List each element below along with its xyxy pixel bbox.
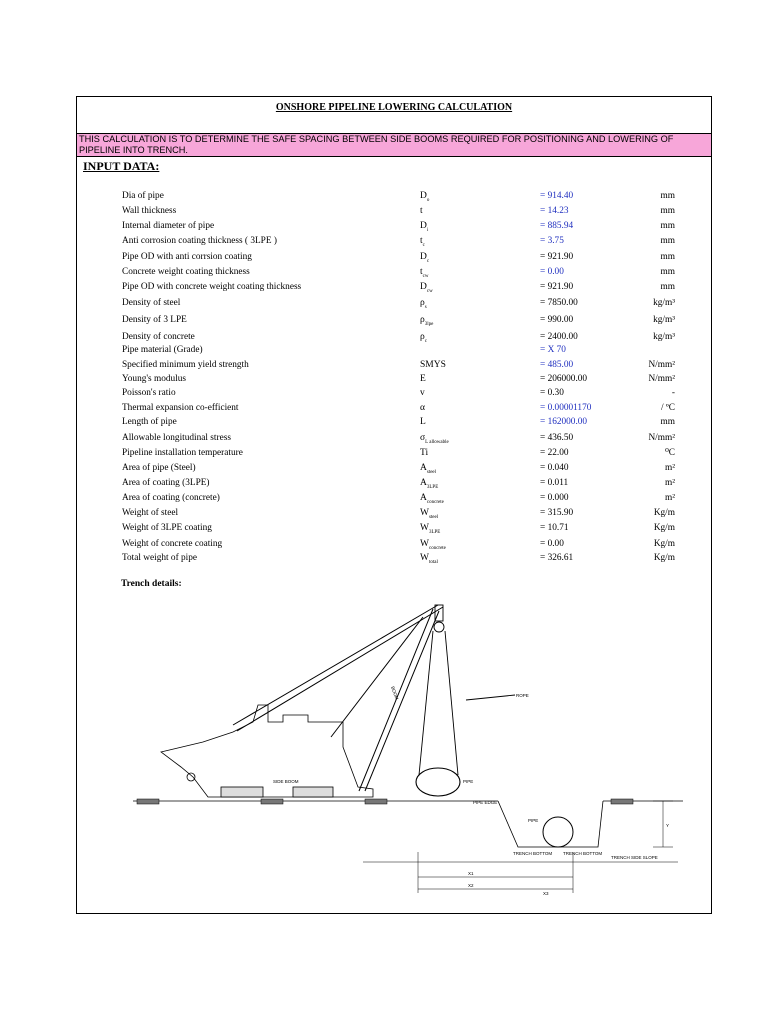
- input-unit: m²: [664, 478, 675, 488]
- input-unit: m²: [664, 463, 675, 473]
- input-data-heading: INPUT DATA:: [83, 159, 160, 173]
- input-value: = 485.00: [540, 360, 574, 370]
- dim-label-x3: X3: [543, 891, 549, 896]
- input-value: = 0.30: [540, 388, 564, 398]
- hook-and-rope: [419, 605, 515, 775]
- input-label: Dia of pipe: [122, 191, 164, 201]
- input-unit: Kg/m: [653, 553, 675, 563]
- symbol-subscript: total: [428, 559, 438, 565]
- input-label: Thermal expansion co-efficient: [122, 403, 239, 413]
- input-unit: mm: [660, 252, 675, 262]
- input-label: Density of steel: [122, 298, 181, 308]
- input-row: [77, 551, 711, 565]
- symbol-main: D: [420, 221, 427, 231]
- input-unit: mm: [660, 206, 675, 216]
- symbol-subscript: 3LPE: [428, 529, 441, 535]
- input-row: [77, 431, 711, 445]
- input-label: Poisson's ratio: [122, 388, 176, 398]
- dim-label-x2: X2: [468, 883, 474, 888]
- diagram-label-trench-bottom-left: TRENCH BOTTOM: [513, 851, 553, 856]
- diagram-label-trench-side-slope: TRENCH SIDE SLOPE: [611, 855, 658, 860]
- input-row: [77, 372, 711, 386]
- input-label: Density of 3 LPE: [122, 315, 187, 325]
- input-row: [77, 313, 711, 327]
- diagram-label-trench-bottom-right: TRENCH BOTTOM: [563, 851, 603, 856]
- symbol-main: W: [420, 508, 429, 518]
- input-unit: mm: [660, 221, 675, 231]
- input-label: Area of coating (concrete): [122, 493, 220, 503]
- symbol-main: L: [420, 417, 426, 427]
- input-unit: Kg/m: [653, 523, 675, 533]
- input-value: = 3.75: [540, 236, 564, 246]
- symbol-main: W: [420, 553, 429, 563]
- input-unit: mm: [660, 267, 675, 277]
- input-value: = 22.00: [540, 448, 569, 458]
- input-label: Internal diameter of pipe: [122, 221, 215, 231]
- symbol-main: σ: [420, 433, 426, 443]
- symbol-main: ρ: [420, 315, 425, 325]
- input-value: = 436.50: [540, 433, 574, 443]
- input-unit: kg/m³: [653, 315, 675, 325]
- symbol-main: ρ: [420, 332, 425, 342]
- symbol-main: Ti: [420, 448, 429, 458]
- diagram-label-side-boom: SIDE BOOM: [273, 779, 299, 784]
- input-symbol: [420, 551, 438, 570]
- input-label: Anti corrosion coating thickness ( 3LPE ): [122, 236, 277, 246]
- input-unit: mm: [660, 191, 675, 201]
- symbol-subscript: c: [426, 258, 430, 264]
- symbol-subscript: c: [424, 338, 427, 344]
- input-label: Weight of concrete coating: [122, 539, 223, 549]
- input-unit: m²: [664, 493, 675, 503]
- input-row: [77, 461, 711, 475]
- input-label: Pipe OD with anti corrsion coating: [122, 252, 252, 262]
- input-unit: N/mm²: [648, 374, 675, 384]
- input-label: Wall thickness: [122, 206, 177, 216]
- input-row: [77, 506, 711, 520]
- input-row: [77, 330, 711, 344]
- pipe-lowering-diagram: [133, 597, 703, 897]
- input-row: [77, 189, 711, 203]
- page-title: ONSHORE PIPELINE LOWERING CALCULATION: [275, 102, 513, 113]
- input-label: Young's modulus: [122, 374, 187, 384]
- input-unit: ⁰C: [665, 448, 675, 458]
- symbol-main: t: [420, 267, 423, 277]
- input-value: = 10.71: [540, 523, 569, 533]
- input-row: [77, 296, 711, 310]
- symbol-main: t: [420, 206, 423, 216]
- symbol-main: W: [420, 539, 429, 549]
- input-value: = 162000.00: [540, 417, 588, 427]
- symbol-subscript: i: [426, 227, 429, 233]
- diagram-label-rope: ROPE: [516, 693, 529, 698]
- side-boom-body: [161, 705, 373, 797]
- input-row: [77, 476, 711, 490]
- symbol-main: W: [420, 523, 429, 533]
- input-value: = X 70: [540, 345, 566, 355]
- symbol-subscript: cw: [422, 273, 429, 279]
- input-label: Density of concrete: [122, 332, 195, 342]
- input-unit: N/mm²: [648, 433, 675, 443]
- symbol-subscript: 3lpe: [424, 321, 434, 327]
- trench-details-heading: Trench details:: [121, 579, 182, 589]
- input-row: [77, 386, 711, 400]
- input-unit: Kg/m: [653, 508, 675, 518]
- input-value: = 921.90: [540, 252, 574, 262]
- dim-label-y: Y: [666, 823, 670, 828]
- symbol-main: SMYS: [420, 360, 446, 370]
- input-value: = 206000.00: [540, 374, 588, 384]
- input-value: = 326.61: [540, 553, 574, 563]
- input-row: [77, 280, 711, 294]
- input-unit: mm: [660, 236, 675, 246]
- input-label: Length of pipe: [122, 417, 177, 427]
- ground-hatch: [137, 799, 633, 804]
- input-row: [77, 265, 711, 279]
- input-row: [77, 343, 711, 357]
- symbol-subscript: o: [426, 197, 430, 203]
- input-row: [77, 250, 711, 264]
- input-label: Weight of steel: [122, 508, 179, 518]
- input-label: Weight of 3LPE coating: [122, 523, 212, 533]
- symbol-subscript: steel: [428, 514, 439, 520]
- input-value: = 7850.00: [540, 298, 578, 308]
- input-unit: N/mm²: [648, 360, 675, 370]
- input-label: Pipe OD with concrete weight coating thickness: [122, 282, 302, 292]
- input-label: Pipe material (Grade): [122, 345, 203, 355]
- input-value: = 315.90: [540, 508, 574, 518]
- input-unit: / ºC: [661, 403, 675, 413]
- symbol-main: v: [420, 388, 425, 398]
- symbol-main: D: [420, 282, 427, 292]
- symbol-subscript: concrete: [428, 545, 446, 551]
- input-value: = 990.00: [540, 315, 574, 325]
- input-label: Area of pipe (Steel): [122, 463, 196, 473]
- symbol-main: A: [420, 493, 427, 503]
- input-value: = 0.00001170: [540, 403, 592, 413]
- suspended-pipe: [416, 768, 460, 796]
- symbol-main: A: [420, 478, 427, 488]
- input-row: [77, 537, 711, 551]
- symbol-subscript: L allowable: [425, 439, 449, 445]
- symbol-subscript: s: [424, 304, 427, 310]
- input-value: = 0.00: [540, 539, 564, 549]
- symbol-subscript: c: [422, 242, 425, 248]
- input-row: [77, 219, 711, 233]
- input-row: [77, 234, 711, 248]
- input-row: [77, 521, 711, 535]
- input-label: Total weight of pipe: [122, 553, 197, 563]
- calculation-sheet: [76, 96, 712, 914]
- diagram-label-pipe-in-trench: PIPE: [528, 818, 539, 823]
- input-label: Area of coating (3LPE): [122, 478, 210, 488]
- symbol-main: D: [420, 191, 427, 201]
- input-unit: Kg/m: [653, 539, 675, 549]
- symbol-main: α: [420, 403, 425, 413]
- input-value: = 914.40: [540, 191, 574, 201]
- input-label: Pipeline installation temperature: [122, 448, 243, 458]
- symbol-subscript: cw: [426, 288, 433, 294]
- symbol-main: D: [420, 252, 427, 262]
- input-label: Specified minimum yield strength: [122, 360, 249, 370]
- input-unit: kg/m³: [653, 332, 675, 342]
- input-unit: mm: [660, 282, 675, 292]
- input-row: [77, 491, 711, 505]
- input-row: [77, 204, 711, 218]
- input-row: [77, 401, 711, 415]
- input-label: Allowable longitudinal stress: [122, 433, 231, 443]
- input-value: = 0.00: [540, 267, 564, 277]
- symbol-main: ρ: [420, 298, 425, 308]
- symbol-subscript: steel: [426, 469, 437, 475]
- symbol-subscript: 3LPE: [426, 484, 439, 490]
- input-value: = 14.23: [540, 206, 569, 216]
- input-value: = 885.94: [540, 221, 574, 231]
- input-label: Concrete weight coating thickness: [122, 267, 250, 277]
- dim-label-x1: X1: [468, 871, 474, 876]
- input-value: = 0.040: [540, 463, 569, 473]
- diagram-label-pipe: PIPE: [463, 779, 474, 784]
- input-value: = 0.011: [540, 478, 569, 488]
- symbol-main: E: [420, 374, 426, 384]
- symbol-main: A: [420, 463, 427, 473]
- input-row: [77, 446, 711, 460]
- input-value: = 0.000: [540, 493, 569, 503]
- input-unit: -: [671, 388, 675, 398]
- symbol-subscript: concrete: [426, 499, 444, 505]
- input-row: [77, 358, 711, 372]
- symbol-main: t: [420, 236, 423, 246]
- input-unit: kg/m³: [653, 298, 675, 308]
- input-value: = 2400.00: [540, 332, 578, 342]
- diagram-label-boom: BOOM: [390, 685, 400, 701]
- input-row: [77, 415, 711, 429]
- trench-outline: [498, 801, 603, 847]
- input-value: = 921.90: [540, 282, 574, 292]
- input-unit: mm: [660, 417, 675, 427]
- pipe-in-trench: [543, 817, 573, 847]
- diagram-label-pipe-edge: PIPE EDGE: [473, 800, 498, 805]
- purpose-banner: THIS CALCULATION IS TO DETERMINE THE SAFE SPACING BETWEEN SIDE BOOMS REQUIRED FOR POSITIONING AND LOWERING OF PIPELINE INTO TRENCH.: [77, 133, 711, 157]
